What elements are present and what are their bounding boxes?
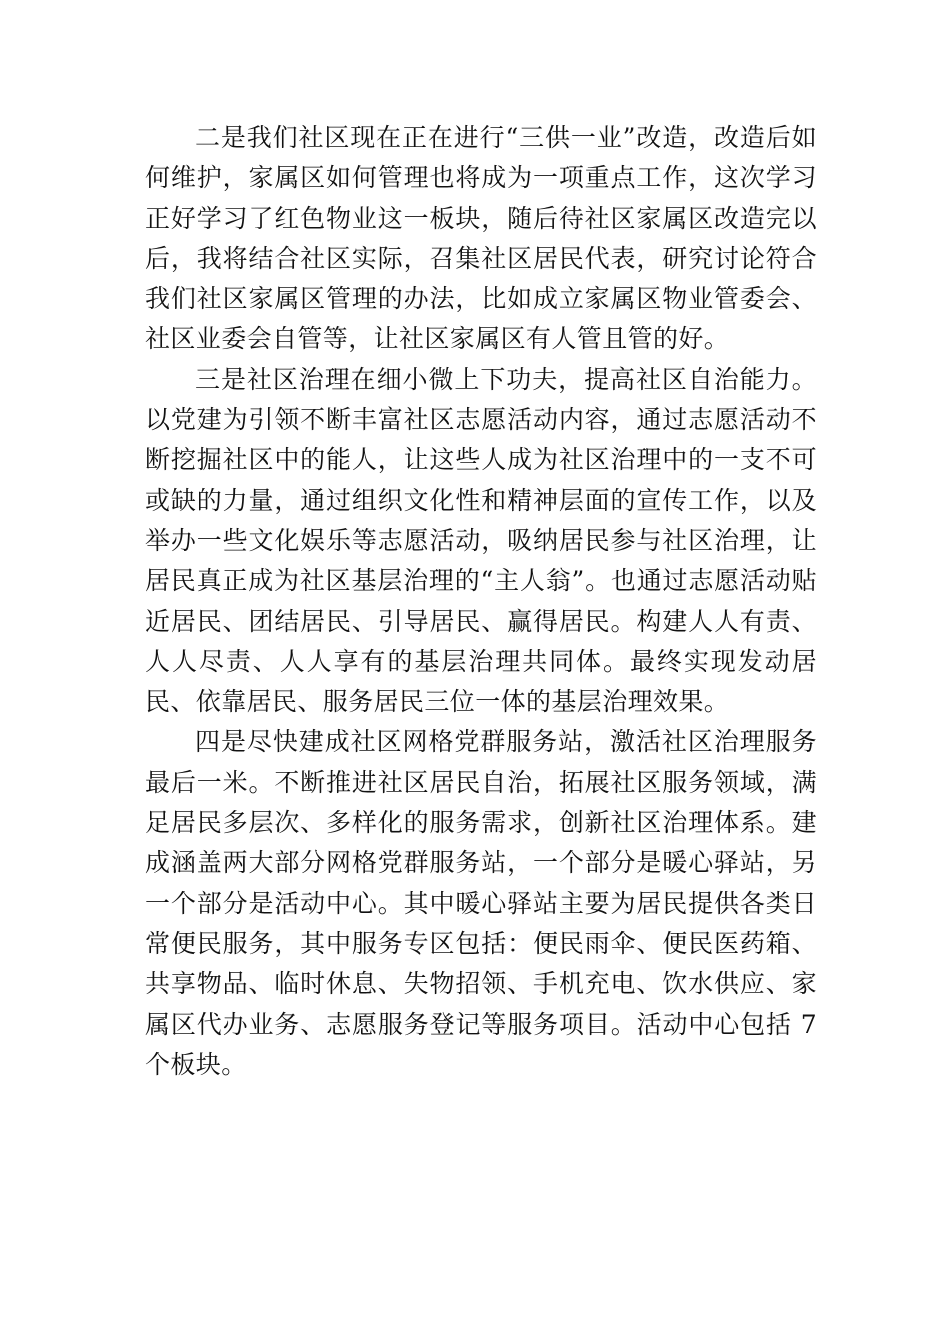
paragraph-property-management: 二是我们社区现在正在进行“三供一业”改造，改造后如何维护，家属区如何管理也将成为一项重点工作，这次学习正好学习了红色物业这一板块，随后待社区家属区改造完以后，我将结合社区实际，召集社区居民代表，研究讨论符合我们社区家属区管理的办法，比如成立家属区物业管委会、社区业委会自管等，让社区家属区有人管且管的好。 [145,123,817,354]
paragraph-community-governance: 三是社区治理在细小微上下功夫，提高社区自治能力。以党建为引领不断丰富社区志愿活动内容，通过志愿活动不断挖掘社区中的能人，让这些人成为社区治理中的一支不可或缺的力量，通过组织文化性和精神层面的宣传工作，以及举办一些文化娱乐等志愿活动，吸纳居民参与社区治理，让居民真正成为社区基层治理的“主人翁”。也通过志愿活动贴近居民、团结居民、引导居民、赢得居民。构建人人有责、 人人尽责、人人享有的基层治理共同体。最终实现发动居民、依靠居民、服务居民三位一体的基层治理效果。 [145,364,817,717]
paragraph-service-station: 四是尽快建成社区网格党群服务站，激活社区治理服务最后一米。不断推进社区居民自治，拓展社区服务领域，满足居民多层次、多样化的服务需求，创新社区治理体系。建成涵盖两大部分网格党群服务站，一个部分是暖心驿站，另一个部分是活动中心。其中暖心驿站主要为居民提供各类日常便民服务，其中服务专区包括：便民雨伞、便民医药箱、 共享物品、临时休息、失物招领、手机充电、饮水供应、家属区代办业务、志愿服务登记等服务项目。活动中心包括 7 个板块。 [145,727,817,1079]
document-body [145,118,817,1085]
